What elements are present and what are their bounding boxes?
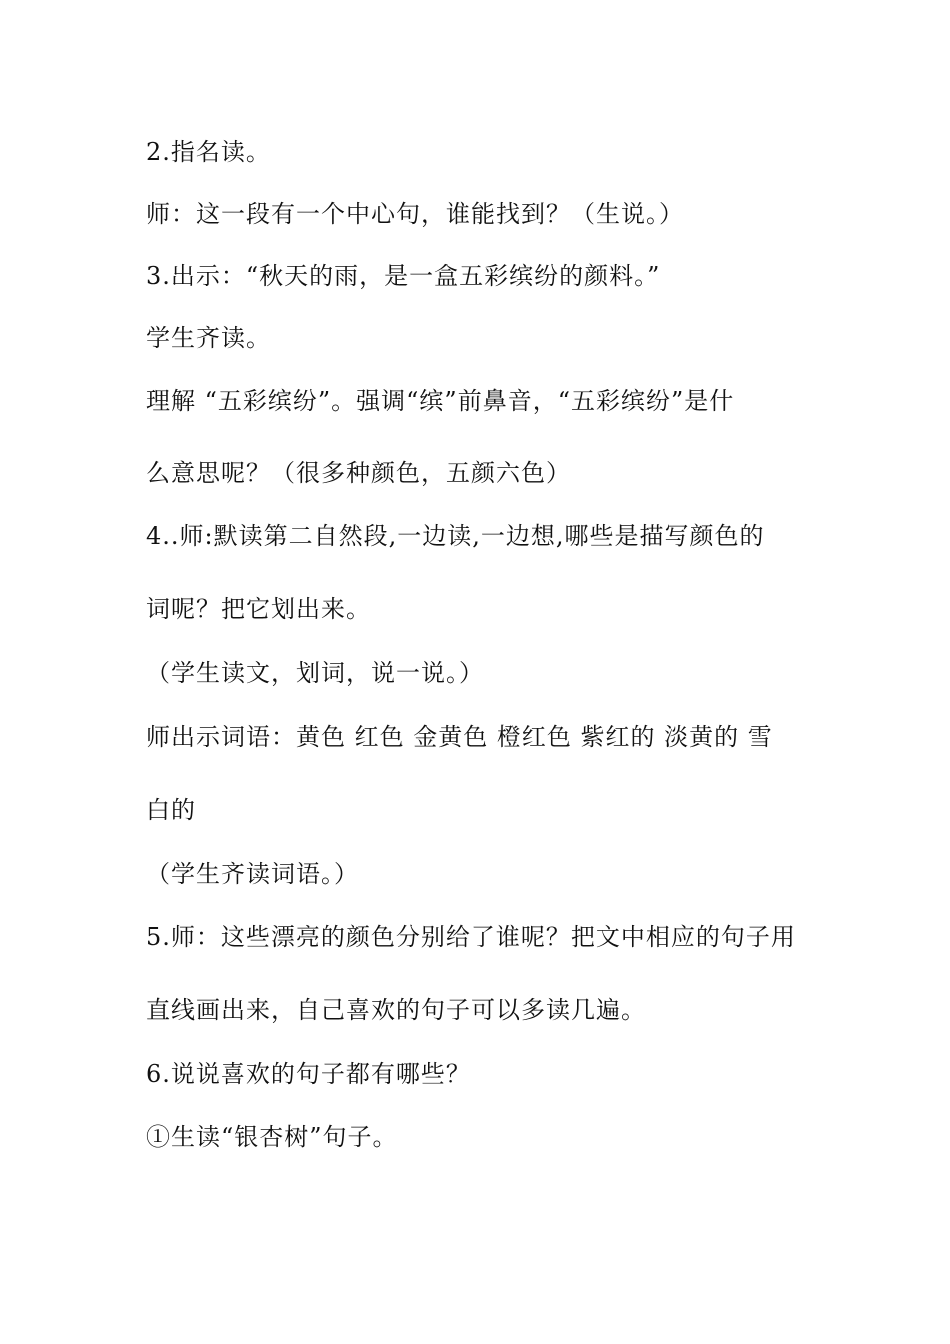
- text-line: 6.说说喜欢的句子都有哪些？: [146, 1060, 471, 1088]
- text-line: 师：这一段有一个中心句，谁能找到？（生说。）: [146, 200, 684, 228]
- text-line: 直线画出来，自己喜欢的句子可以多读几遍。: [146, 996, 646, 1024]
- text-line: 师出示词语：黄色 红色 金黄色 橙红色 紫红的 淡黄的 雪: [146, 723, 773, 751]
- text-line: 2.指名读。: [146, 138, 271, 166]
- text-line: 5.师：这些漂亮的颜色分别给了谁呢？把文中相应的句子用: [146, 923, 796, 951]
- text-line: （学生读文，划词，说一说。）: [146, 659, 484, 687]
- text-line: 么意思呢？（很多种颜色，五颜六色）: [146, 459, 571, 487]
- text-line: 4..师:默读第二自然段,一边读,一边想,哪些是描写颜色的: [146, 522, 765, 550]
- text-line: 学生齐读。: [146, 324, 271, 352]
- text-line: 白的: [146, 796, 196, 824]
- text-line: 理解 “五彩缤纷”。强调“缤”前鼻音，“五彩缤纷”是什: [146, 387, 735, 415]
- text-line: 词呢？把它划出来。: [146, 595, 371, 623]
- text-line: 3.出示：“秋天的雨，是一盒五彩缤纷的颜料。”: [146, 262, 661, 290]
- text-line: ①生读“银杏树”句子。: [146, 1123, 398, 1151]
- text-line: （学生齐读词语。）: [146, 860, 359, 888]
